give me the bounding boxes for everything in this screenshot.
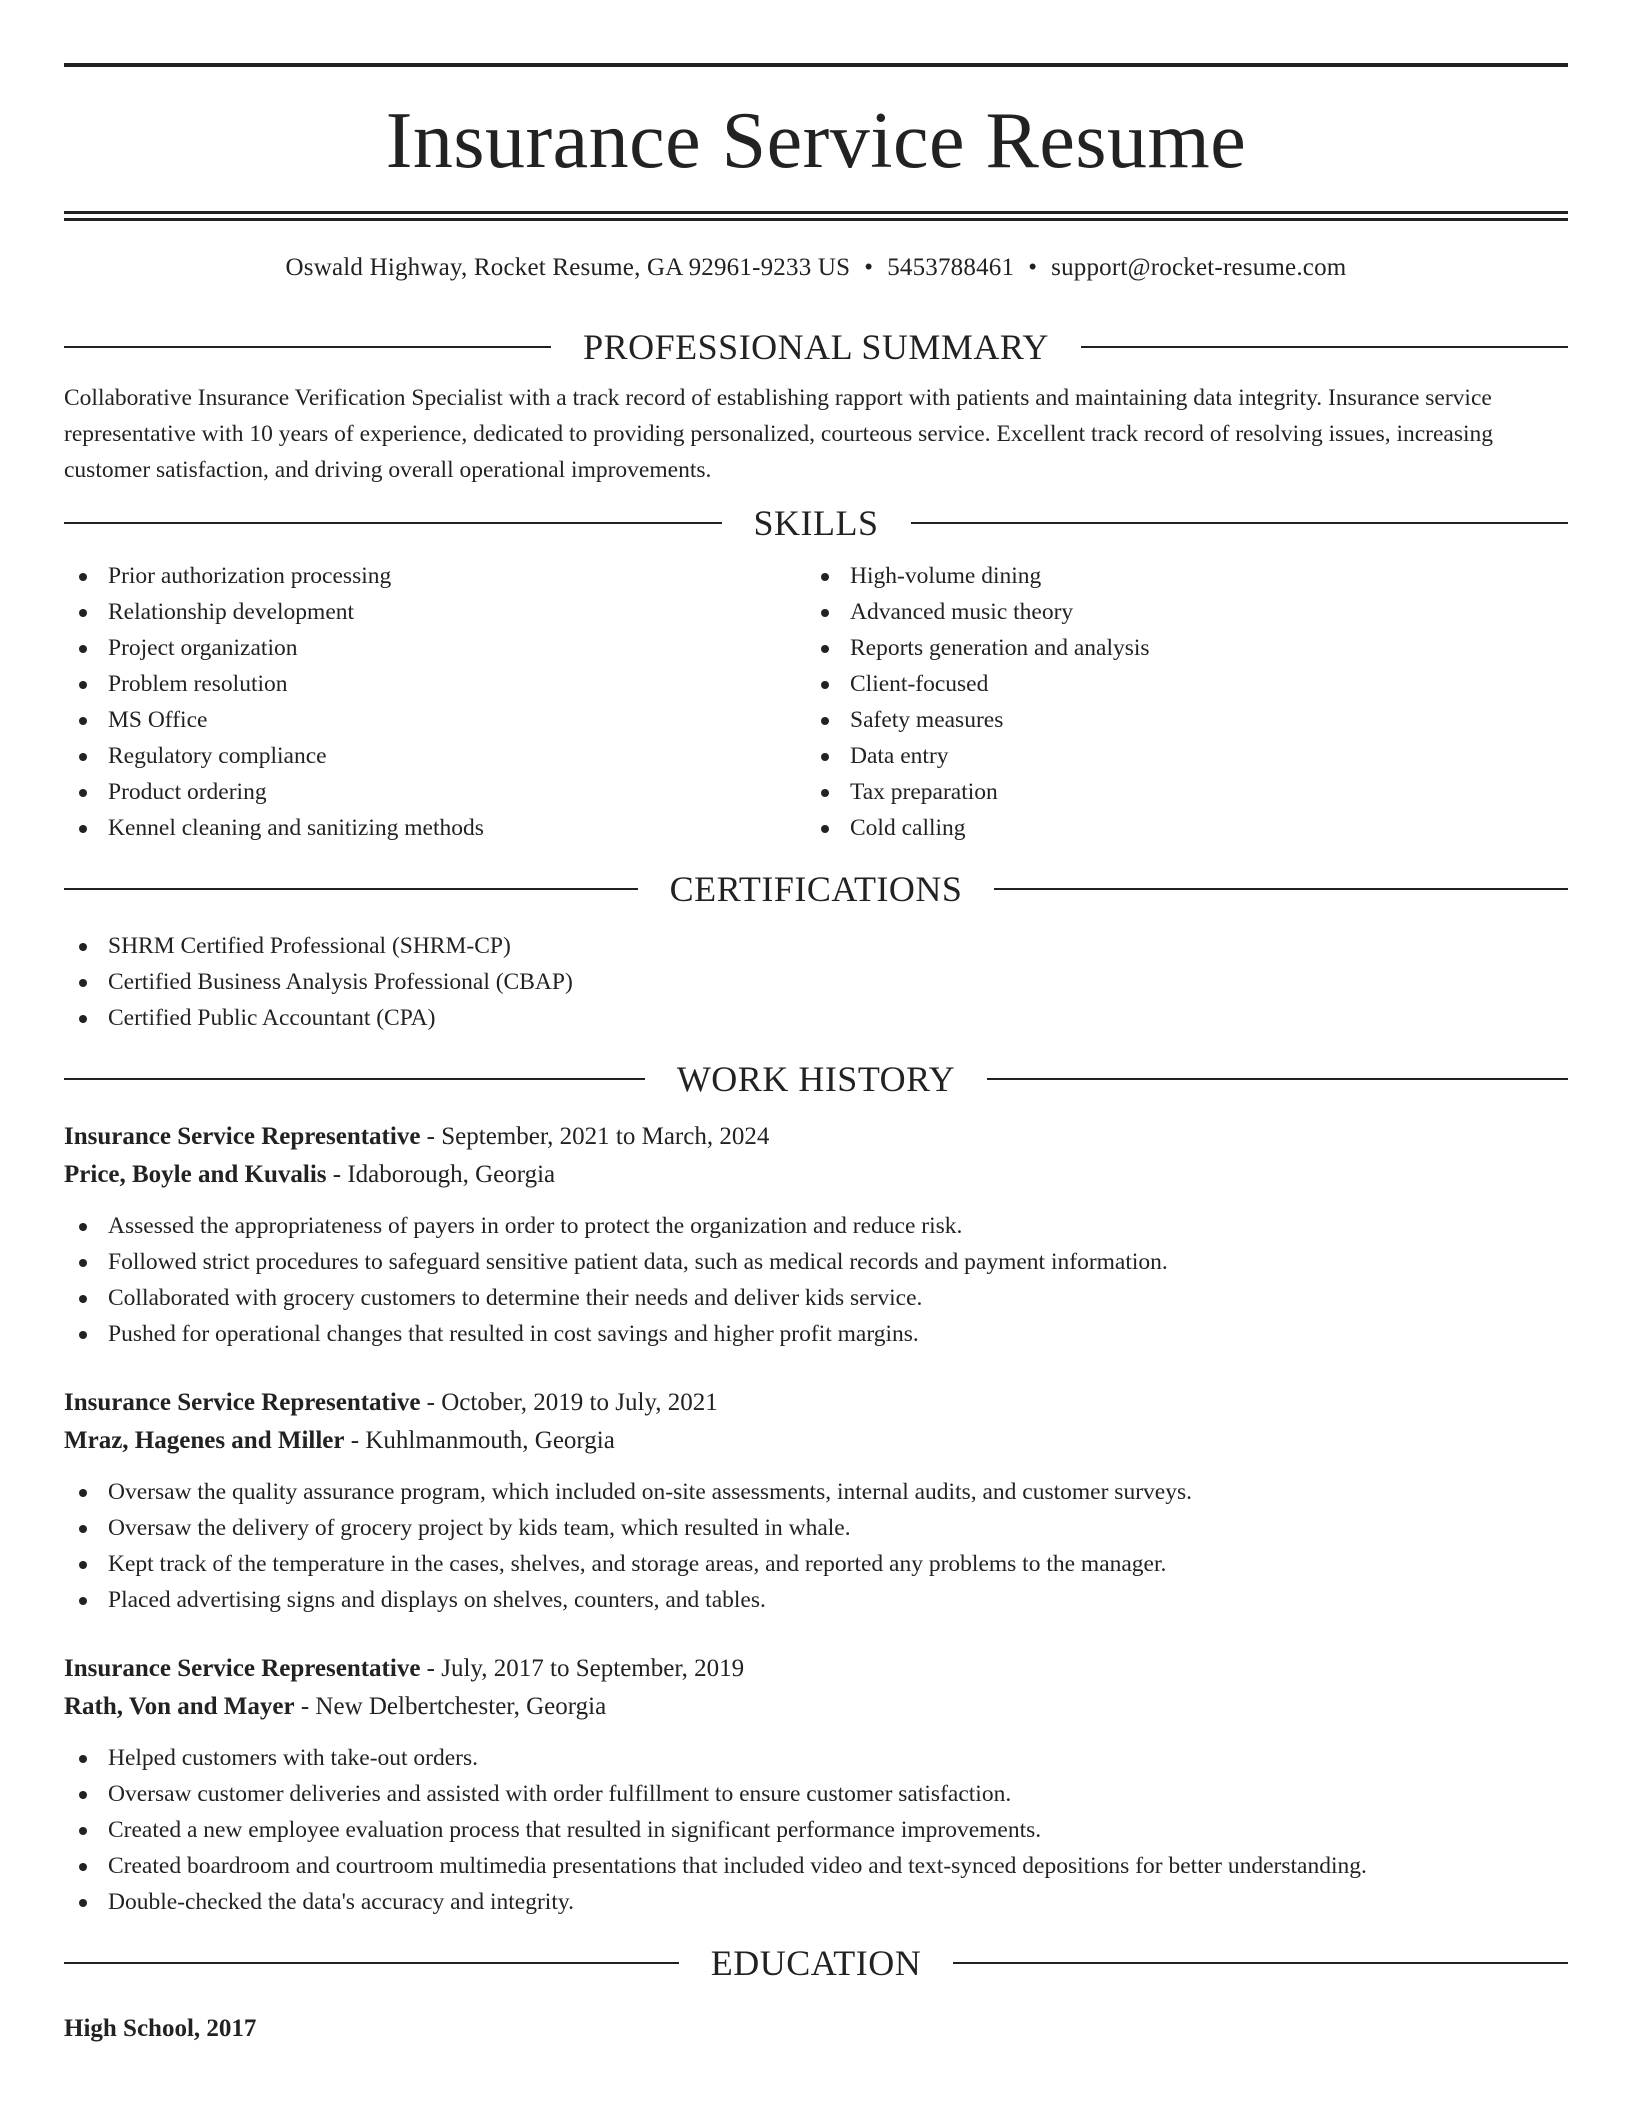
skill-text: High-volume dining [850,563,1042,589]
heading-rule-right [953,1962,1568,1964]
top-rule [64,63,1568,67]
section-heading-skills [64,500,1568,546]
skill-text: Safety measures [850,707,1004,733]
contact-email: support@rocket-resume.com [1051,254,1347,281]
skill-item [64,702,806,738]
certification-text: SHRM Certified Professional (SHRM-CP) [108,933,511,959]
job-title: Insurance Service Representative [64,1123,421,1150]
bullet-dot [79,753,87,761]
skill-item [806,594,1548,630]
job-company-line [64,1688,1568,1726]
skill-item [806,666,1548,702]
skill-text: Relationship development [108,599,355,625]
job-duty-item [64,1244,1568,1280]
resume-title: Insurance Service Resume [385,97,1247,185]
job-duty-item [64,1280,1568,1316]
skill-item [806,558,1548,594]
skill-item [64,810,806,846]
bullet-dot [79,1597,87,1605]
certification-text: Certified Public Accountant (CPA) [108,1005,436,1031]
contact-separator: • [1028,254,1038,281]
skill-item [64,630,806,666]
job-duty-text: Oversaw customer deliveries and assisted with order fulfillment to ensure customer satisfaction. [108,1781,1012,1807]
job-entry [64,1384,1568,1618]
skill-text: Cold calling [850,815,966,841]
skills-column-left [64,558,806,846]
certification-item [64,964,1568,1000]
skill-item [806,774,1548,810]
job-title-line [64,1118,1568,1156]
section-heading-work-history [64,1056,1568,1102]
bullet-dot [821,717,829,725]
bullet-dot [79,573,87,581]
job-location: - New Delbertchester, Georgia [294,1693,607,1720]
job-duty-item [64,1316,1568,1352]
job-title: Insurance Service Representative [64,1389,421,1416]
bullet-dot [79,1489,87,1497]
section-heading-certifications [64,866,1568,912]
certification-text: Certified Business Analysis Professional (CBAP) [108,969,573,995]
skill-item [64,594,806,630]
job-company-line [64,1156,1568,1194]
job-duty-text: Double-checked the data's accuracy and integrity. [108,1889,574,1915]
bullet-dot [79,1755,87,1763]
contact-line [64,253,1568,283]
job-company: Price, Boyle and Kuvalis [64,1161,327,1188]
skills-column-right [806,558,1548,846]
contact-phone: 5453788461 [887,254,1015,281]
skill-item [64,666,806,702]
job-dates: - September, 2021 to March, 2024 [420,1123,770,1150]
skill-text: MS Office [108,707,208,733]
job-duties-list [64,1740,1568,1920]
heading-rule-right [994,888,1568,890]
job-duty-item [64,1474,1568,1510]
bullet-dot [821,753,829,761]
skill-text: Kennel cleaning and sanitizing methods [108,815,484,841]
skills-list-left [64,558,806,846]
job-duty-text: Kept track of the temperature in the cases, shelves, and storage areas, and reported any problems to the manager. [108,1551,1167,1577]
bullet-dot [79,979,87,987]
job-location: - Idaborough, Georgia [326,1161,556,1188]
heading-rule-left [64,346,551,348]
job-company: Rath, Von and Mayer [64,1693,295,1720]
bullet-dot [79,1295,87,1303]
job-duty-text: Oversaw the delivery of grocery project by kids team, which resulted in whale. [108,1515,851,1541]
job-duty-item [64,1546,1568,1582]
bullet-dot [79,825,87,833]
education-heading: EDUCATION [710,1943,922,1983]
bullet-dot [79,681,87,689]
certification-item [64,928,1568,964]
summary-heading: PROFESSIONAL SUMMARY [583,327,1049,367]
skill-item [806,810,1548,846]
bullet-dot [79,1331,87,1339]
skill-text: Reports generation and analysis [850,635,1150,661]
skill-item [806,738,1548,774]
job-entry [64,1650,1568,1920]
job-duty-item [64,1510,1568,1546]
heading-rule-right [911,522,1569,524]
bullet-dot [79,1015,87,1023]
job-dates: - October, 2019 to July, 2021 [420,1389,718,1416]
job-location: - Kuhlmanmouth, Georgia [344,1427,615,1454]
job-duty-text: Oversaw the quality assurance program, which included on-site assessments, internal audits, and customer surveys. [108,1479,1192,1505]
skill-text: Regulatory compliance [108,743,327,769]
resume-page [64,0,1568,2048]
bullet-dot [79,943,87,951]
heading-rule-left [64,888,638,890]
job-duty-item [64,1812,1568,1848]
job-duty-item [64,1776,1568,1812]
job-duties-list [64,1474,1568,1618]
summary-text: Collaborative Insurance Verification Specialist with a track record of establishing rapport with patients and maintaining data integrity. Insurance service representative with 10 years of experience, dedicated to providing personalized, courteous service. Excellent track record of resolving issues, increasing customer satisfaction, and driving overall operational improvements. [64,385,1494,483]
bullet-dot [79,1827,87,1835]
skill-text: Product ordering [108,779,267,805]
section-heading-summary [64,324,1568,370]
job-duty-item [64,1582,1568,1618]
bullet-dot [79,717,87,725]
skill-item [806,630,1548,666]
job-duty-item [64,1848,1568,1884]
education-entry: High School, 2017 [64,2015,257,2042]
skills-list-right [806,558,1548,846]
heading-rule-left [64,1962,679,1964]
skill-text: Tax preparation [850,779,998,805]
skill-item [64,738,806,774]
bullet-dot [79,1863,87,1871]
job-duty-text: Collaborated with grocery customers to determine their needs and deliver kids service. [108,1285,923,1311]
skill-item [806,702,1548,738]
skill-text: Client-focused [850,671,989,697]
certifications-heading: CERTIFICATIONS [669,869,963,909]
job-duty-item [64,1208,1568,1244]
job-duty-item [64,1740,1568,1776]
title-double-rule [64,211,1568,221]
job-duty-text: Assessed the appropriateness of payers in order to protect the organization and reduce risk. [108,1213,963,1239]
job-title-line [64,1384,1568,1422]
bullet-dot [79,1899,87,1907]
skill-text: Advanced music theory [850,599,1074,625]
skills-heading: SKILLS [753,503,879,543]
bullet-dot [821,609,829,617]
job-duty-text: Followed strict procedures to safeguard sensitive patient data, such as medical records and payment information. [108,1249,1168,1275]
certifications-list [64,928,1568,1036]
job-title-line [64,1650,1568,1688]
bullet-dot [821,825,829,833]
skill-text: Prior authorization processing [108,563,392,589]
heading-rule-left [64,522,722,524]
skill-item [64,774,806,810]
job-company-line [64,1422,1568,1460]
job-dates: - July, 2017 to September, 2019 [420,1655,745,1682]
bullet-dot [79,789,87,797]
job-duty-text: Created boardroom and courtroom multimedia presentations that included video and text-synced depositions for better understanding. [108,1853,1367,1879]
job-duty-text: Pushed for operational changes that resulted in cost savings and higher profit margins. [108,1321,919,1347]
heading-rule-left [64,1078,645,1080]
heading-rule-right [1081,346,1568,348]
work-history-heading: WORK HISTORY [676,1059,956,1099]
skill-text: Project organization [108,635,298,661]
job-duty-text: Created a new employee evaluation process that resulted in significant performance improvements. [108,1817,1042,1843]
heading-rule-right [987,1078,1568,1080]
contact-address: Oswald Highway, Rocket Resume, GA 92961-9233 US [285,254,851,281]
bullet-dot [79,1223,87,1231]
skill-text: Problem resolution [108,671,288,697]
bullet-dot [79,645,87,653]
job-duty-item [64,1884,1568,1920]
job-company: Mraz, Hagenes and Miller [64,1427,345,1454]
job-duty-text: Helped customers with take-out orders. [108,1745,479,1771]
certification-item [64,1000,1568,1036]
bullet-dot [821,645,829,653]
skill-item [64,558,806,594]
job-duty-text: Placed advertising signs and displays on shelves, counters, and tables. [108,1587,766,1613]
bullet-dot [821,789,829,797]
job-title: Insurance Service Representative [64,1655,421,1682]
bullet-dot [79,1791,87,1799]
bullet-dot [79,1561,87,1569]
bullet-dot [79,609,87,617]
job-duties-list [64,1208,1568,1352]
bullet-dot [821,681,829,689]
section-heading-education [64,1940,1568,1986]
bullet-dot [79,1525,87,1533]
skill-text: Data entry [850,743,949,769]
bullet-dot [821,573,829,581]
job-entry [64,1118,1568,1352]
bullet-dot [79,1259,87,1267]
contact-separator: • [864,254,874,281]
skills-columns [64,558,1568,846]
